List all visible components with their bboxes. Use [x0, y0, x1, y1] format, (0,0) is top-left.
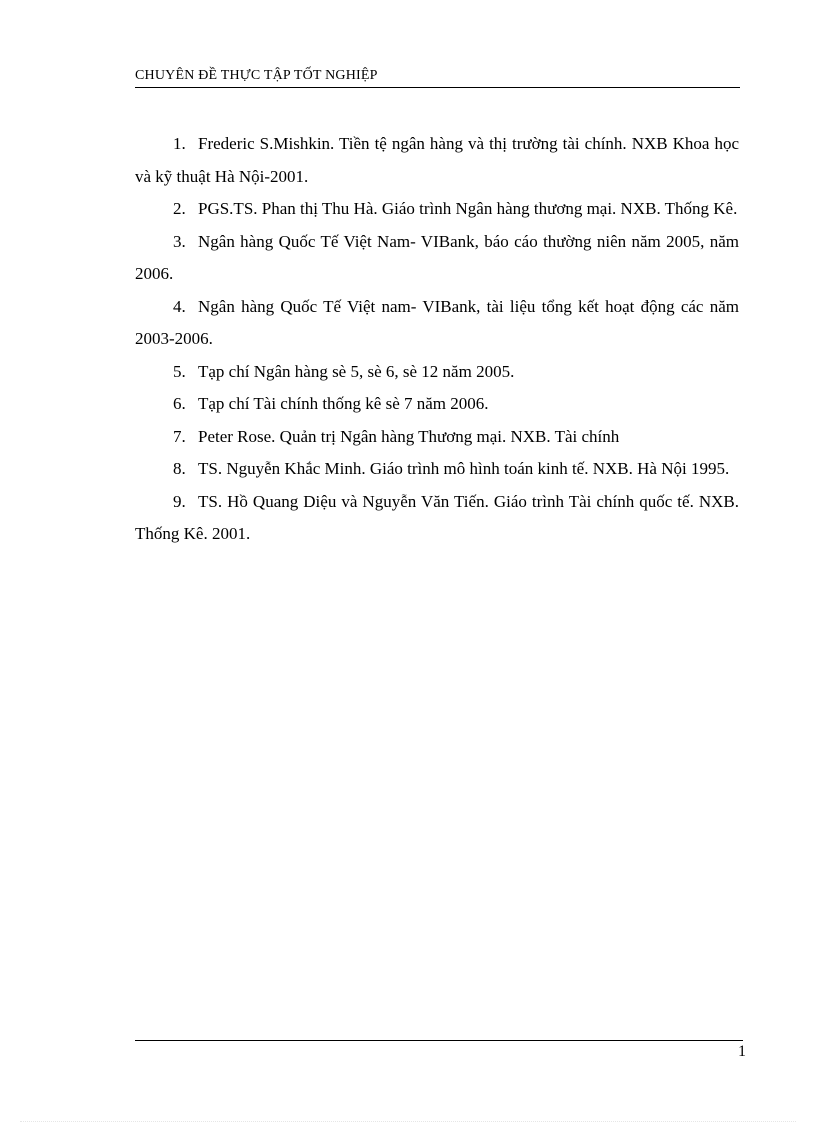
- footer-divider: [135, 1040, 743, 1041]
- page-header: [135, 66, 740, 88]
- reference-text: TS. Nguyễn Khắc Minh. Giáo trình mô hình toán kinh tế. NXB. Hà Nội 1995.: [198, 459, 730, 478]
- reference-text: Tạp chí Ngân hàng sè 5, sè 6, sè 12 năm 2005.: [198, 361, 515, 381]
- reference-item: [135, 453, 739, 486]
- reference-item: [135, 356, 739, 389]
- reference-text: TS. Hồ Quang Diệu và Nguyễn Văn Tiến. Giáo trình Tài chính quốc tế. NXB. Thống Kê. 2001.: [135, 491, 739, 543]
- reference-number: 3.: [173, 231, 186, 251]
- reference-item: [135, 193, 739, 226]
- header-title: CHUYÊN ĐỀ THỰC TẬP TỐT NGHIỆP: [135, 68, 378, 83]
- reference-text: Tạp chí Tài chính thống kê sè 7 năm 2006.: [198, 394, 489, 413]
- reference-number: 9.: [173, 491, 186, 511]
- reference-number: 7.: [173, 426, 186, 446]
- reference-number: 6.: [173, 394, 186, 413]
- reference-number: 5.: [173, 361, 186, 381]
- reference-text: Ngân hàng Quốc Tế Việt nam- VIBank, tài liệu tổng kết hoạt động các năm 2003-2006.: [135, 296, 739, 348]
- reference-item: [135, 388, 739, 421]
- reference-text: PGS.TS. Phan thị Thu Hà. Giáo trình Ngân hàng thương mại. NXB. Thống Kê.: [198, 199, 738, 218]
- page-edge-divider: [20, 1121, 796, 1122]
- reference-number: 1.: [173, 134, 186, 153]
- reference-text: Ngân hàng Quốc Tế Việt Nam- VIBank, báo cáo thường niên năm 2005, năm 2006.: [135, 231, 739, 283]
- reference-text: Frederic S.Mishkin. Tiền tệ ngân hàng và thị trường tài chính. NXB Khoa học và kỹ thuật Hà Nội-2001.: [135, 134, 739, 186]
- reference-item: [135, 291, 739, 356]
- reference-list: [135, 128, 739, 551]
- reference-number: 4.: [173, 296, 186, 316]
- reference-text: Peter Rose. Quản trị Ngân hàng Thương mại. NXB. Tài chính: [198, 426, 620, 446]
- reference-item: [135, 128, 739, 193]
- reference-item: [135, 486, 739, 551]
- reference-number: 8.: [173, 459, 186, 478]
- reference-number: 2.: [173, 199, 186, 218]
- reference-item: [135, 421, 739, 454]
- reference-item: [135, 226, 739, 291]
- page-number: 1: [738, 1043, 746, 1060]
